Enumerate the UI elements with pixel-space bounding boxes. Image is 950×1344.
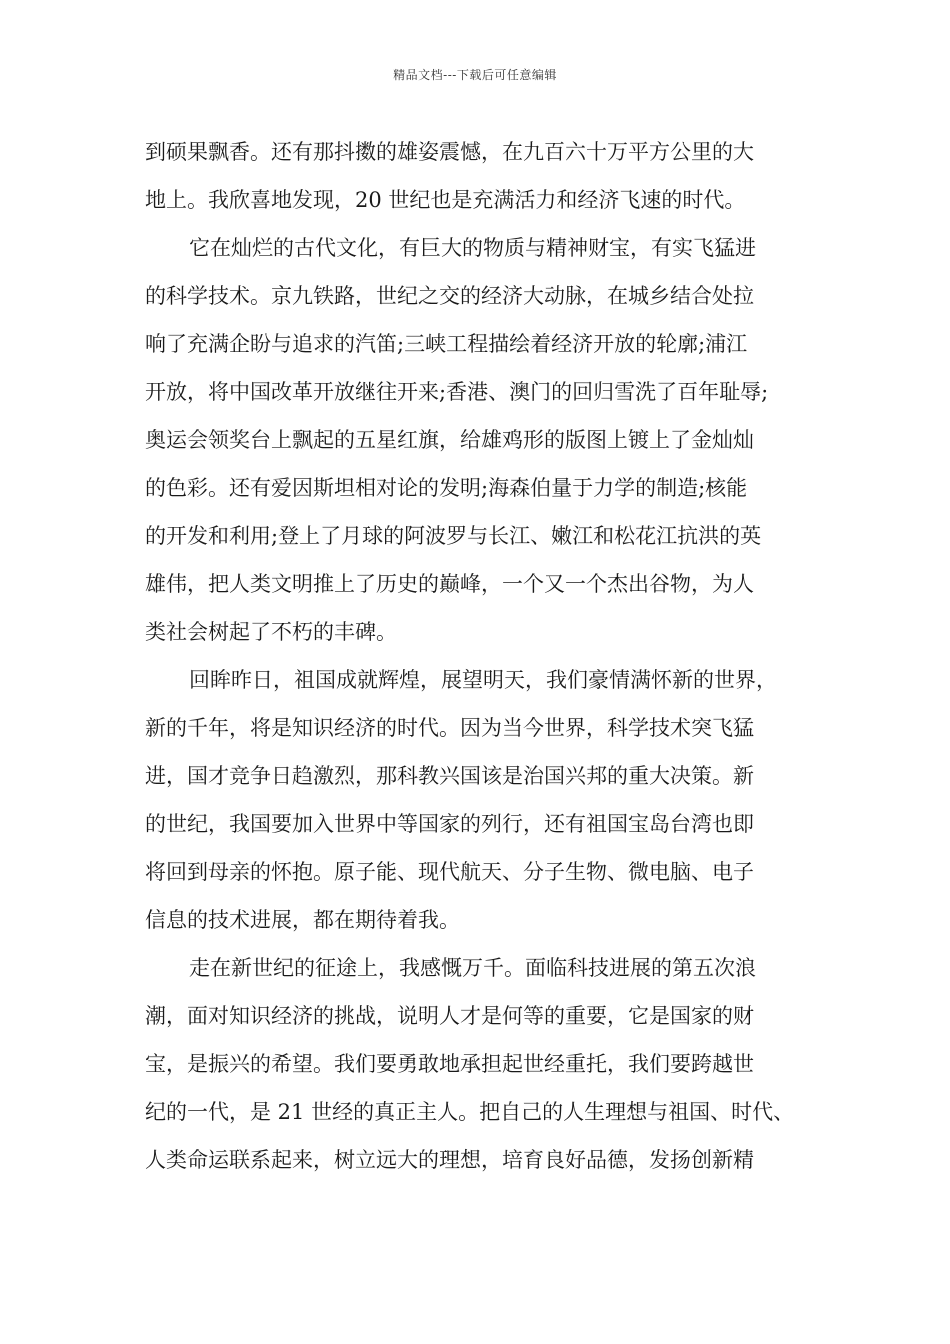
document-body <box>145 128 810 1184</box>
text-line: 将回到母亲的怀抱。原子能、现代航天、分子生物、微电脑、电子 <box>145 860 754 884</box>
text-line: 人类命运联系起来，树立远大的理想，培育良好品德，发扬创新精 <box>145 1148 754 1172</box>
text-line: 的色彩。还有爱因斯坦相对论的发明;海森伯量于力学的制造;核能 <box>145 476 748 500</box>
text-line: 信息的技术进展，都在期待着我。 <box>145 908 460 932</box>
text-line: 地上。我欣喜地发现，20 世纪也是充满活力和经济飞速的时代。 <box>145 188 746 212</box>
text-line: 宝，是振兴的希望。我们要勇敢地承担起世经重托，我们要跨越世 <box>145 1052 754 1076</box>
paragraph-start-line: 回眸昨日，祖国成就辉煌，展望明天，我们豪情满怀新的世界， <box>189 668 777 692</box>
text-line: 新的千年，将是知识经济的时代。因为当今世界，科学技术突飞猛 <box>145 716 754 740</box>
paragraph-start-line: 走在新世纪的征途上，我感慨万千。面临科技进展的第五次浪 <box>189 956 756 980</box>
text-line: 响了充满企盼与追求的汽笛;三峡工程描绘着经济开放的轮廓;浦江 <box>145 332 748 356</box>
text-line: 的科学技术。京九铁路，世纪之交的经济大动脉，在城乡结合处拉 <box>145 284 754 308</box>
text-line: 的开发和利用;登上了月球的阿波罗与长江、嫩江和松花江抗洪的英 <box>145 524 762 548</box>
page-header: 精品文档---下载后可任意编辑 <box>393 68 557 82</box>
text-line: 类社会树起了不朽的丰碑。 <box>145 620 397 644</box>
text-line: 的世纪，我国要加入世界中等国家的列行，还有祖国宝岛台湾也即 <box>145 812 754 836</box>
text-line: 进，国才竞争日趋激烈，那科教兴国该是治国兴邦的重大决策。新 <box>145 764 754 788</box>
text-line: 奥运会领奖台上飘起的五星红旗，给雄鸡形的版图上镀上了金灿灿 <box>145 428 754 452</box>
text-line: 开放，将中国改革开放继往开来;香港、澳门的回归雪洗了百年耻辱; <box>145 380 769 404</box>
paragraph-start-line: 它在灿烂的古代文化，有巨大的物质与精神财宝，有实飞猛进 <box>189 236 756 260</box>
text-line: 潮，面对知识经济的挑战，说明人才是何等的重要，它是国家的财 <box>145 1004 754 1028</box>
text-line: 到硕果飘香。还有那抖擞的雄姿震憾，在九百六十万平方公里的大 <box>145 140 754 164</box>
text-line: 雄伟，把人类文明推上了历史的巅峰，一个又一个杰出谷物，为人 <box>145 572 754 596</box>
text-line: 纪的一代，是 21 世经的真正主人。把自己的人生理想与祖国、时代、 <box>145 1100 795 1124</box>
